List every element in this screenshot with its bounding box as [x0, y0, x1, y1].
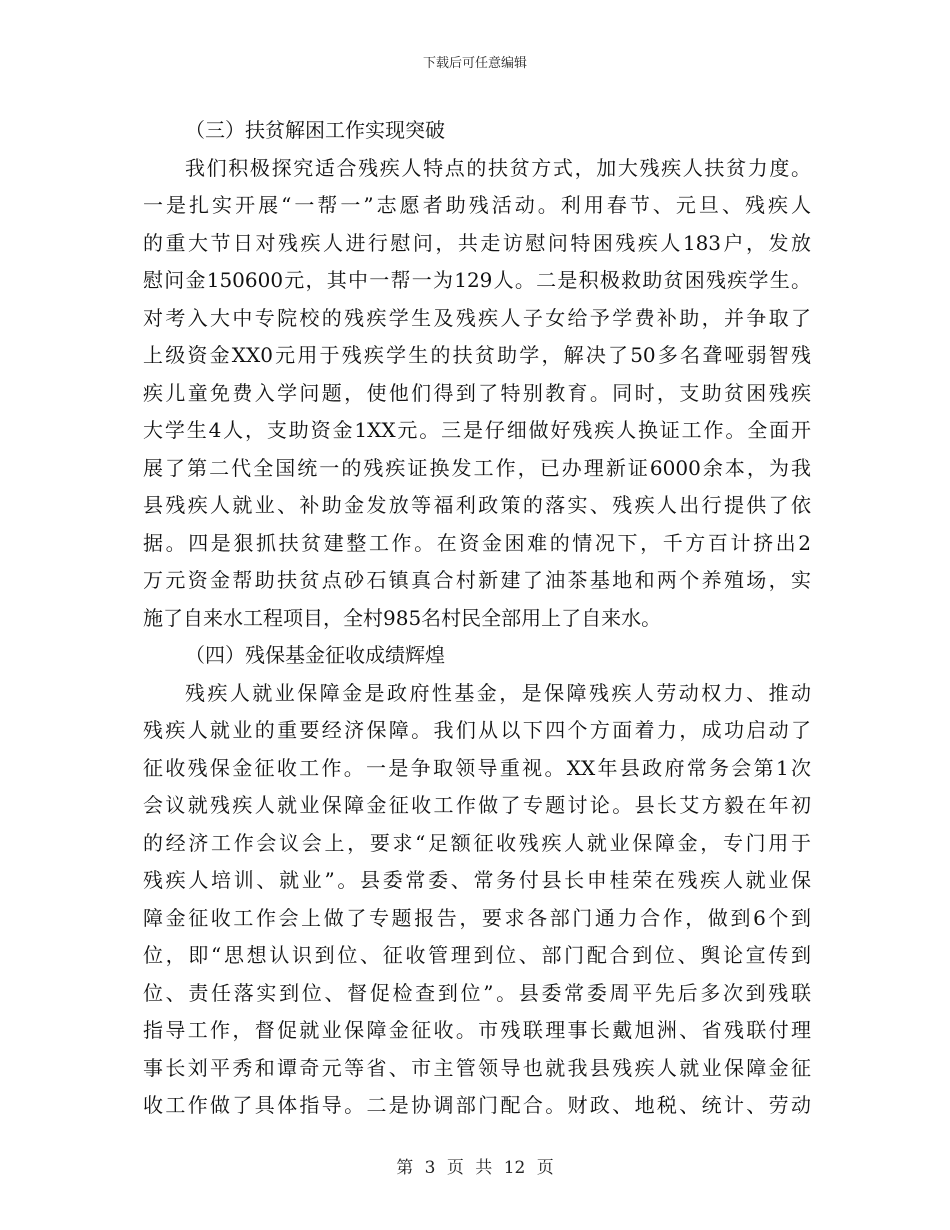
paragraph-line: 残疾人就业保障金是政府性基金，是保障残疾人劳动权力、推动	[185, 680, 811, 705]
paragraph-line: 大学生4人，支助资金1XX元。三是仔细做好残疾人换证工作。全面开	[143, 418, 811, 442]
paragraph-line: 疾儿童免费入学问题，使他们得到了特别教育。同时，支助贫困残疾	[143, 380, 811, 405]
paragraph-line: 的重大节日对残疾人进行慰问，共走访慰问特困残疾人183户，发放	[143, 230, 811, 255]
paragraph-line: 收工作做了具体指导。二是协调部门配合。财政、地税、统计、劳动	[143, 1093, 811, 1117]
paragraph-line: 事长刘平秀和谭奇元等省、市主管领导也就我县残疾人就业保障金征	[143, 1055, 811, 1080]
paragraph-line: 施了自来水工程项目，全村985名村民全部用上了自来水。	[143, 605, 662, 630]
section-heading-3: （三）扶贫解困工作实现突破	[185, 118, 445, 142]
paragraph-line: 残疾人培训、就业”。县委常委、常务付县长申桂荣在残疾人就业保	[143, 868, 811, 892]
paragraph-line: 位，即“思想认识到位、征收管理到位、部门配合到位、舆论宣传到	[143, 943, 811, 967]
page-number-footer: 第 3 页 共 12 页	[396, 1158, 554, 1178]
paragraph-line: 对考入大中专院校的残疾学生及残疾人子女给予学费补助，并争取了	[143, 305, 811, 330]
paragraph-line: 慰问金150600元，其中一帮一为129人。二是积极救助贫困残疾学生。	[143, 268, 811, 292]
paragraph-line: 残疾人就业的重要经济保障。我们从以下四个方面着力，成功启动了	[143, 718, 811, 742]
paragraph-line: 我们积极探究适合残疾人特点的扶贫方式，加大残疾人扶贫力度。	[185, 155, 811, 180]
paragraph-line: 县残疾人就业、补助金发放等福利政策的落实、残疾人出行提供了依	[143, 493, 811, 517]
page-header: 下载后可任意编辑	[422, 56, 527, 71]
document-body	[143, 112, 811, 1125]
paragraph-line: 位、责任落实到位、督促检查到位”。县委常委周平先后多次到残联	[143, 980, 811, 1005]
paragraph-line: 征收残保金征收工作。一是争取领导重视。XX年县政府常务会第1次	[143, 755, 811, 780]
paragraph-line: 据。四是狠抓扶贫建整工作。在资金困难的情况下，千方百计挤出2	[143, 530, 811, 555]
paragraph-line: 一是扎实开展“一帮一”志愿者助残活动。利用春节、元旦、残疾人	[143, 193, 811, 217]
paragraph-line: 障金征收工作会上做了专题报告，要求各部门通力合作，做到6个到	[143, 905, 811, 930]
paragraph-line: 上级资金XX0元用于残疾学生的扶贫助学，解决了50多名聋哑弱智残	[143, 343, 811, 367]
paragraph-line: 指导工作，督促就业保障金征收。市残联理事长戴旭洲、省残联付理	[143, 1018, 811, 1042]
paragraph-line: 展了第二代全国统一的残疾证换发工作，已办理新证6000余本，为我	[143, 455, 811, 480]
paragraph-line: 会议就残疾人就业保障金征收工作做了专题讨论。县长艾方毅在年初	[143, 793, 811, 817]
section-heading-4: （四）残保基金征收成绩辉煌	[185, 643, 445, 667]
paragraph-line: 的经济工作会议会上，要求“足额征收残疾人就业保障金，专门用于	[143, 830, 811, 855]
paragraph-line: 万元资金帮助扶贫点砂石镇真合村新建了油茶基地和两个养殖场，实	[143, 568, 811, 592]
